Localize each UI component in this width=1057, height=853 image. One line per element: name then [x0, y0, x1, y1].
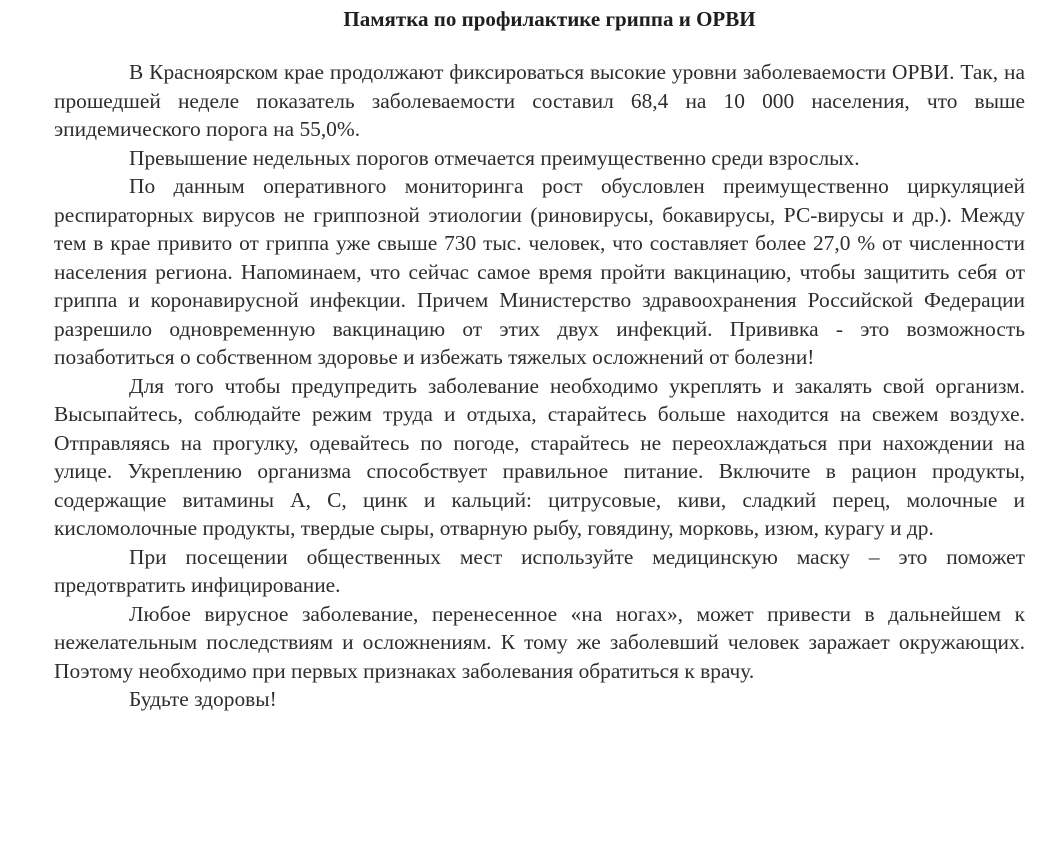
paragraph-strengthen-body: Для того чтобы предупредить заболевание необходимо укреплять и закалять свой организм. Высыпайтесь, соблюдайте режим труда и отдыха, старайтесь больше находится на свежем воздухе. Отправляясь на прогулку, одевайтесь по погоде, старайтесь не переохлаждаться при нахождении на улице. Укреплению организма способствует правильное питание. Включите в рацион продукты, содержащие витамины А, С, цинк и кальций: цитрусовые, киви, сладкий перец, молочные и кисломолочные продукты, твердые сыры, отварную рыбу, говядину, морковь, изюм, курагу и др. [54, 373, 1025, 540]
paragraph-weekly-thresholds: Превышение недельных порогов отмечается преимущественно среди взрослых. [129, 145, 860, 170]
paragraph-see-doctor: Любое вирусное заболевание, перенесенное «на ногах», может привести в дальнейшем к нежелательным последствиям и осложнениям. К тому же заболевший человек заражает окружающих. Поэтому необходимо при первых признаках заболевания обратиться к врачу. [54, 601, 1025, 683]
document-title: Памятка по профилактике гриппа и ОРВИ [343, 7, 756, 31]
paragraph-closing: Будьте здоровы! [129, 687, 277, 711]
paragraph-medical-mask: При посещении общественных мест используйте медицинскую маску – это поможет предотвратить инфицирование. [54, 544, 1025, 597]
paragraph-vaccination: По данным оперативного мониторинга рост обусловлен преимущественно циркуляцией респираторных вирусов не гриппозной этиологии (риновирусы, бокавирусы, РС-вирусы и др.). Между тем в крае привито от гриппа уже свыше 730 тыс. человек, что составляет более 27,0 % от численности населения региона. Напоминаем, что сейчас самое время пройти вакцинацию, чтобы защитить себя от гриппа и коронавирусной инфекции. Причем Министерство здравоохранения Российской Федерации разрешило одновременную вакцинацию от этих двух инфекций. Прививка - это возможность позаботиться о собственном здоровье и избежать тяжелых осложнений от болезни! [54, 174, 1025, 369]
paragraph-orvi-levels: В Красноярском крае продолжают фиксироваться высокие уровни заболеваемости ОРВИ. Так, на прошедшей неделе показатель заболеваемости составил 68,4 на 10 000 населения, что выше эпидемического порога на 55,0%. [54, 60, 1025, 141]
